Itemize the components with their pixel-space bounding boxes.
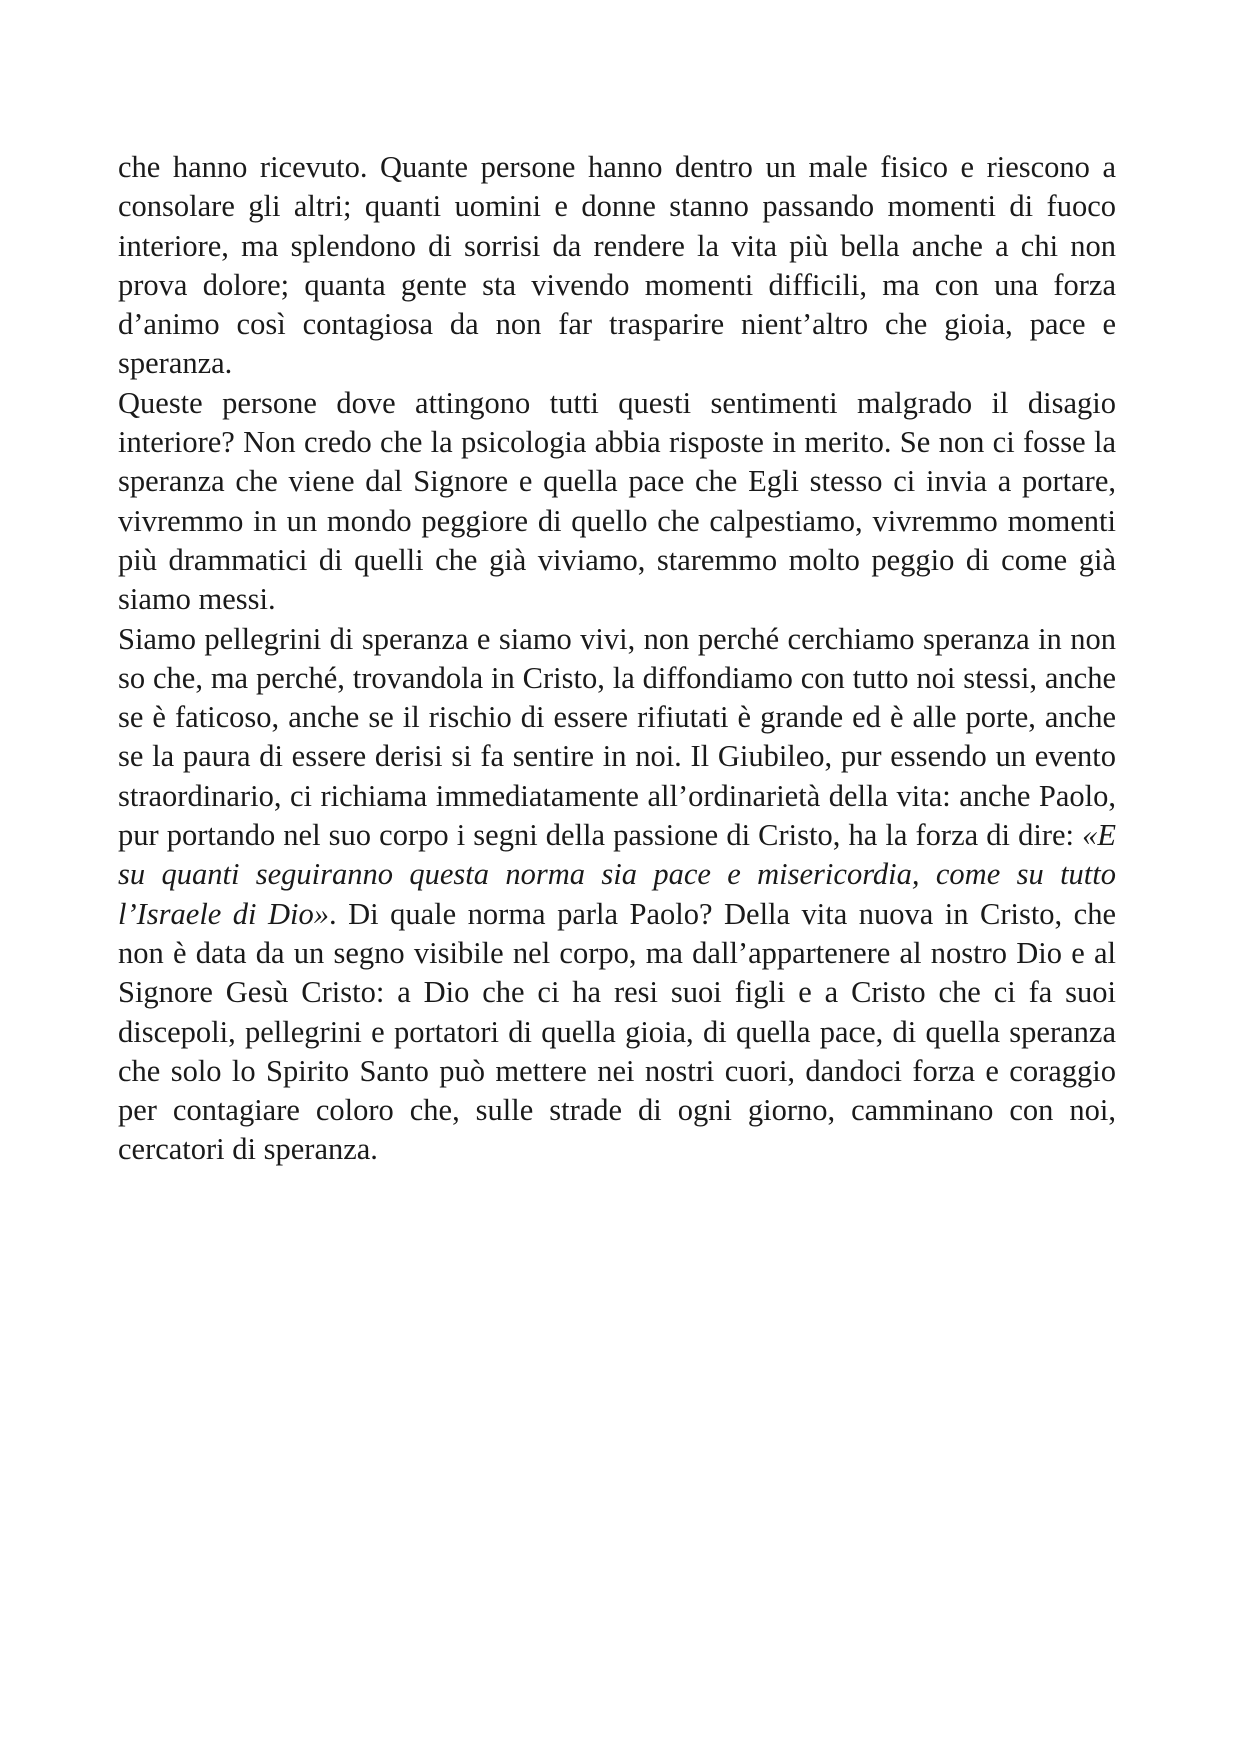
paragraph-3 [118,620,1116,1170]
paragraph-2: Queste persone dove attingono tutti questi sentimenti malgrado il disagio interiore? Non credo che la psicologia abbia risposte in merito. Se non ci fosse la speranza che viene dal Signore e quella pace che Egli stesso ci invia a portare, vivremmo in un mondo peggiore di quello che calpestiamo, vivremmo momenti più drammatici di quelli che già viviamo, staremmo molto peggio di come già siamo messi. [118,385,1116,617]
paragraph-3-text-after-quote: . Di quale norma parla Paolo? Della vita nuova in Cristo, che non è data da un segno visibile nel corpo, ma dall’appartenere al nostro Dio e al Signore Gesù Cristo: a Dio che ci ha resi suoi figli e a Cristo che ci fa suoi discepoli, pellegrini e portatori di quella gioia, di quella pace, di quella speranza che solo lo Spirito Santo può mettere nei nostri cuori, dandoci forza e coraggio per contagiare coloro che, sulle strade di ogni giorno, camminano con noi, cercatori di speranza. [118,896,1116,1167]
scripture-quote: «E su quanti seguiranno questa norma sia pace e misericordia, come su tutto l’Israele di Dio» [118,818,1116,931]
body-text [118,148,1116,1170]
paragraph-3-text-before-quote: Siamo pellegrini di speranza e siamo vivi, non perché cerchiamo speranza in non so che, ma perché, trovandola in Cristo, la diffondiamo con tutto noi stessi, anche se è faticoso, anche se il rischio di essere rifiutati è grande ed è alle porte, anche se la paura di essere derisi si fa sentire in noi. Il Giubileo, pur essendo un evento straordinario, ci richiama immediatamente all’ordinarietà della vita: anche Paolo, pur portando nel suo corpo i segni della passione di Cristo, ha la forza di dire: [118,621,1116,853]
paragraph-1: che hanno ricevuto. Quante persone hanno dentro un male fisico e riescono a consolare gli altri; quanti uomini e donne stanno passando momenti di fuoco interiore, ma splendono di sorrisi da rendere la vita più bella anche a chi non prova dolore; quanta gente sta vivendo momenti difficili, ma con una forza d’animo così contagiosa da non far trasparire nient’altro che gioia, pace e speranza. [118,150,1116,381]
